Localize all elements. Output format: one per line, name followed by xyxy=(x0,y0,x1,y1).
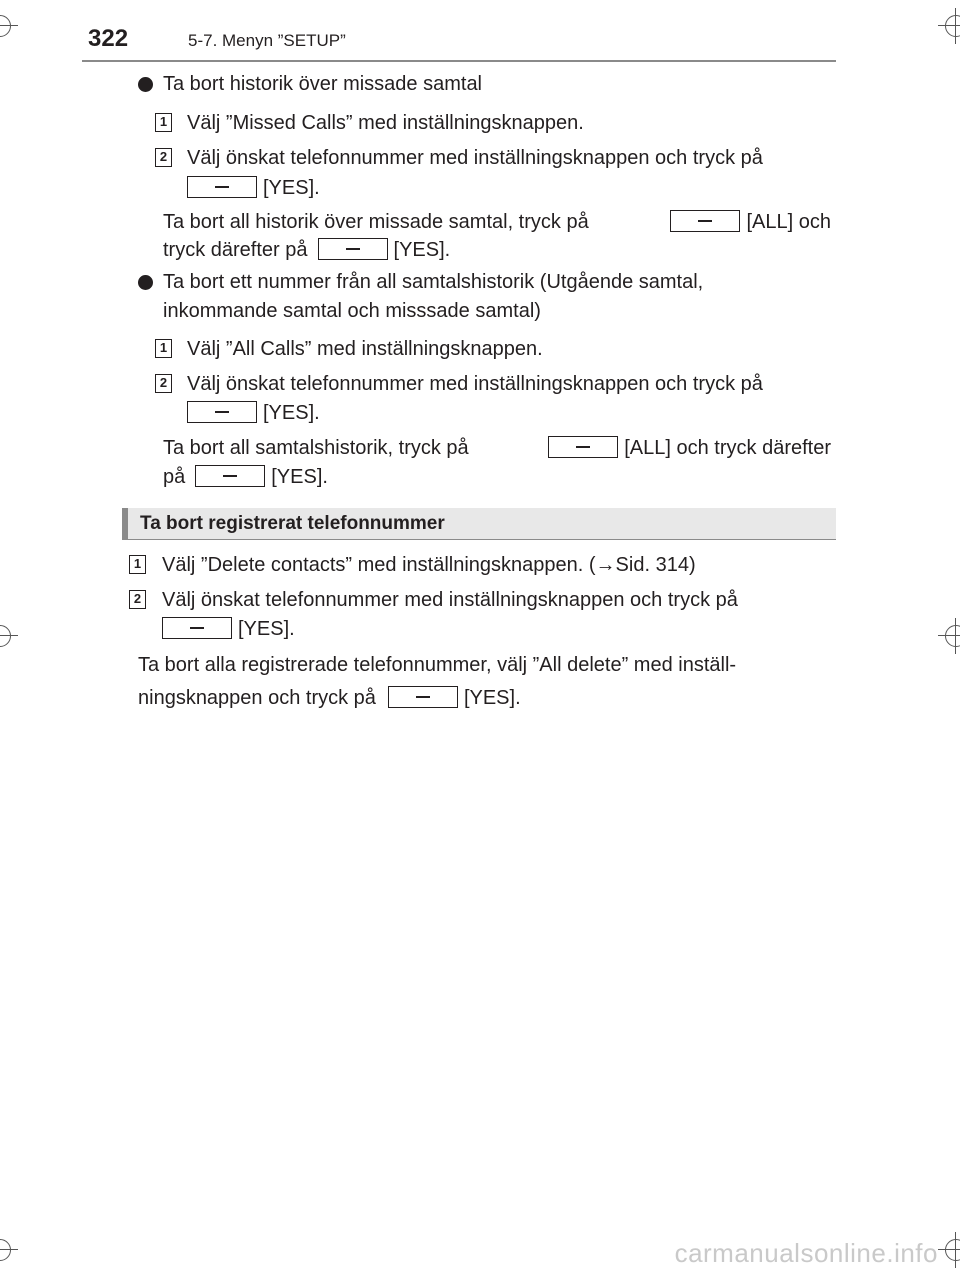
bullet-title: Ta bort historik över missade samtal xyxy=(163,73,483,95)
section-title: Ta bort registrerat telefonnummer xyxy=(140,513,445,534)
step-text: Välj önskat telefonnummer med inställningsknappen och tryck på xyxy=(187,373,763,395)
step-number-badge: 2 xyxy=(155,148,172,167)
note-line: ningsknappen och tryck på [YES]. xyxy=(138,687,521,709)
control-button-icon xyxy=(187,401,257,423)
note-line: Ta bort alla registrerade telefonnummer, välj ”All delete” med inställ- xyxy=(138,654,737,676)
page-number: 322 xyxy=(88,25,129,52)
note-line: tryck därefter på [YES]. xyxy=(163,239,451,261)
control-button-icon xyxy=(162,617,232,639)
bullet-icon xyxy=(138,77,153,92)
control-button-icon xyxy=(388,686,458,708)
control-button-icon xyxy=(548,436,618,458)
step-number-badge: 2 xyxy=(129,590,146,609)
note-line: Ta bort all samtalshistorik, tryck på [ALL] och tryck därefter xyxy=(163,437,831,459)
step-text: Välj önskat telefonnummer med inställningsknappen och tryck på xyxy=(162,589,738,611)
step-text: Välj ”Missed Calls” med inställningsknappen. xyxy=(187,112,584,134)
crop-mark-icon xyxy=(0,618,18,654)
control-button-icon xyxy=(318,238,388,260)
section-heading xyxy=(122,508,836,540)
watermark: carmanualsonline.info xyxy=(674,1238,938,1268)
step-text-continued: [YES]. xyxy=(162,617,295,641)
crop-mark-icon xyxy=(938,618,960,654)
step-text-continued: [YES]. xyxy=(187,401,320,425)
control-button-icon xyxy=(195,465,265,487)
step-number-badge: 1 xyxy=(155,113,172,132)
step-number-badge: 1 xyxy=(155,339,172,358)
control-button-icon xyxy=(670,210,740,232)
crop-mark-icon xyxy=(0,8,18,44)
bullet-icon xyxy=(138,275,153,290)
crop-mark-icon xyxy=(938,1232,960,1268)
step-number-badge: 1 xyxy=(129,555,146,574)
bullet-title-continued: inkommande samtal och misssade samtal) xyxy=(163,300,541,322)
note-line: på [YES]. xyxy=(163,466,328,488)
control-button-icon xyxy=(187,176,257,198)
header-rule xyxy=(82,60,836,62)
note-line: Ta bort all historik över missade samtal, tryck på [ALL] och xyxy=(163,211,831,233)
bullet-title: Ta bort ett nummer från all samtalshistorik (Utgående samtal, xyxy=(163,271,704,293)
crop-mark-icon xyxy=(938,8,960,44)
step-text: Välj ”All Calls” med inställningsknappen. xyxy=(187,338,543,360)
step-text: Välj ”Delete contacts” med inställningsknappen. (→Sid. 314) xyxy=(162,554,696,576)
crop-mark-icon xyxy=(0,1232,18,1268)
chapter-title: 5-7. Menyn ”SETUP” xyxy=(188,31,346,50)
step-number-badge: 2 xyxy=(155,374,172,393)
step-text: Välj önskat telefonnummer med inställningsknappen och tryck på xyxy=(187,147,763,169)
step-text-continued: [YES]. xyxy=(187,176,320,200)
